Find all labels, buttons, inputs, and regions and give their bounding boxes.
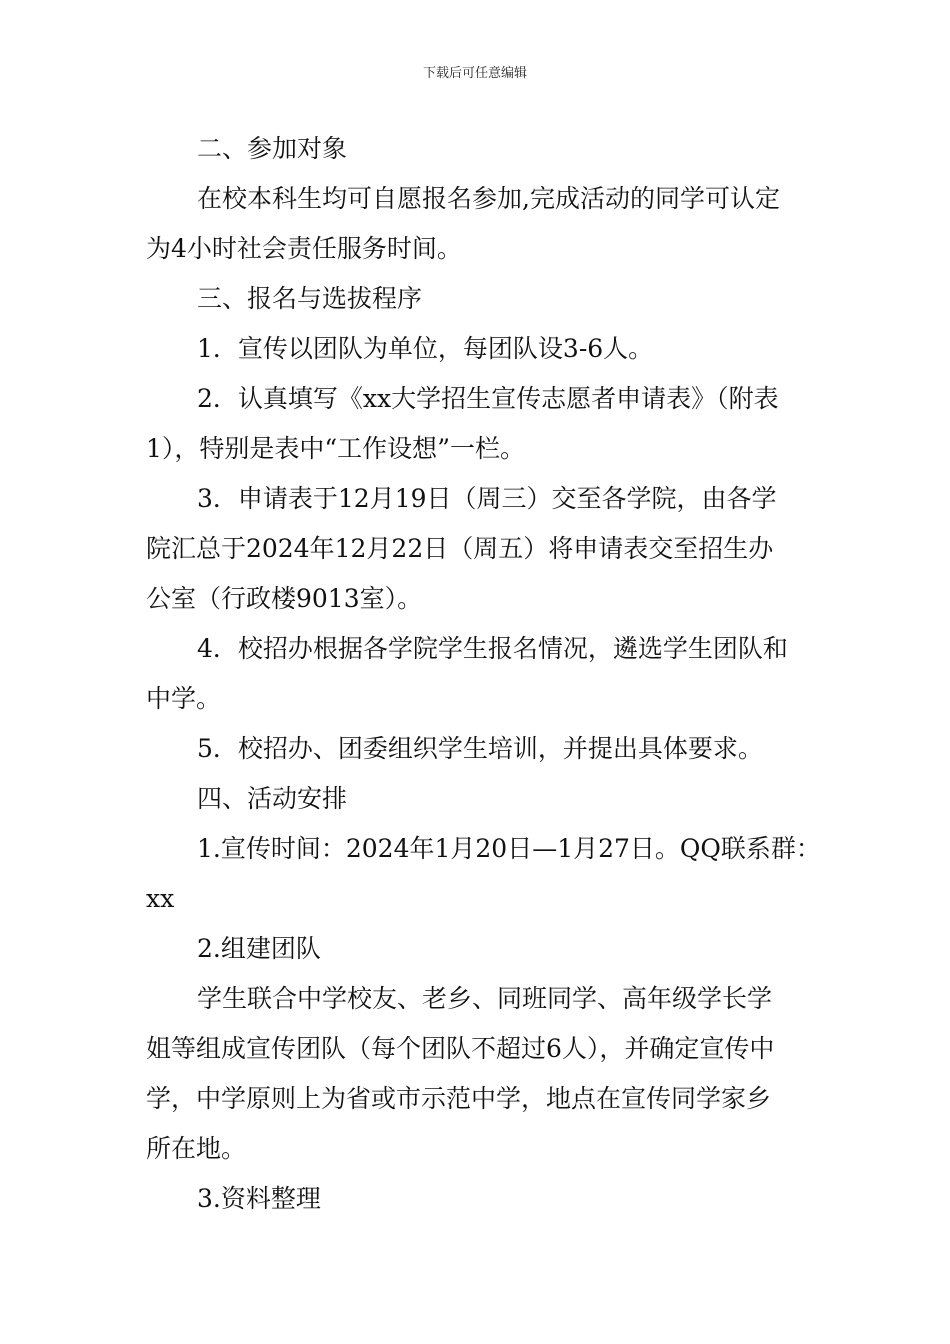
list-item-2: 2．认真填写《xx大学招生宣传志愿者申请表》（附表 xyxy=(197,384,779,413)
document-body xyxy=(146,124,821,1224)
list-item-4: 4．校招办根据各学院学生报名情况，遴选学生团队和 xyxy=(197,634,788,663)
paragraph-line: 院汇总于2024年12月22日（周五）将申请表交至招生办 xyxy=(146,534,774,563)
paragraph-line: 中学。 xyxy=(146,684,222,713)
arrangement-item-2: 2.组建团队 xyxy=(197,934,321,963)
paragraph-line: 1），特别是表中“工作设想”一栏。 xyxy=(146,434,525,463)
paragraph-line: 所在地。 xyxy=(146,1134,247,1163)
list-item-1: 1．宣传以团队为单位，每团队设3-6人。 xyxy=(197,334,654,363)
page-header: 下载后可任意编辑 xyxy=(422,66,527,81)
paragraph-line: 姐等组成宣传团队（每个团队不超过6人），并确定宣传中 xyxy=(146,1034,775,1063)
arrangement-item-3: 3.资料整理 xyxy=(197,1184,321,1213)
paragraph-line: 在校本科生均可自愿报名参加,完成活动的同学可认定 xyxy=(197,184,780,213)
list-item-5: 5．校招办、团委组织学生培训，并提出具体要求。 xyxy=(197,734,763,763)
paragraph-line: xx xyxy=(146,884,175,913)
arrangement-item-1: 1.宣传时间：2024年1月20日—1月27日。QQ联系群： xyxy=(197,834,821,863)
paragraph-line: 学，中学原则上为省或市示范中学，地点在宣传同学家乡 xyxy=(146,1084,772,1113)
list-item-3: 3．申请表于12月19日（周三）交至各学院，由各学 xyxy=(197,484,777,513)
section-heading-participants: 二、参加对象 xyxy=(197,134,348,163)
paragraph-line: 为4小时社会责任服务时间。 xyxy=(146,234,462,263)
section-heading-arrangement: 四、活动安排 xyxy=(197,784,348,813)
paragraph-line: 公室（行政楼9013室）。 xyxy=(146,584,423,613)
paragraph-line: 学生联合中学校友、老乡、同班同学、高年级学长学 xyxy=(197,984,773,1013)
section-heading-registration: 三、报名与选拔程序 xyxy=(197,284,423,313)
